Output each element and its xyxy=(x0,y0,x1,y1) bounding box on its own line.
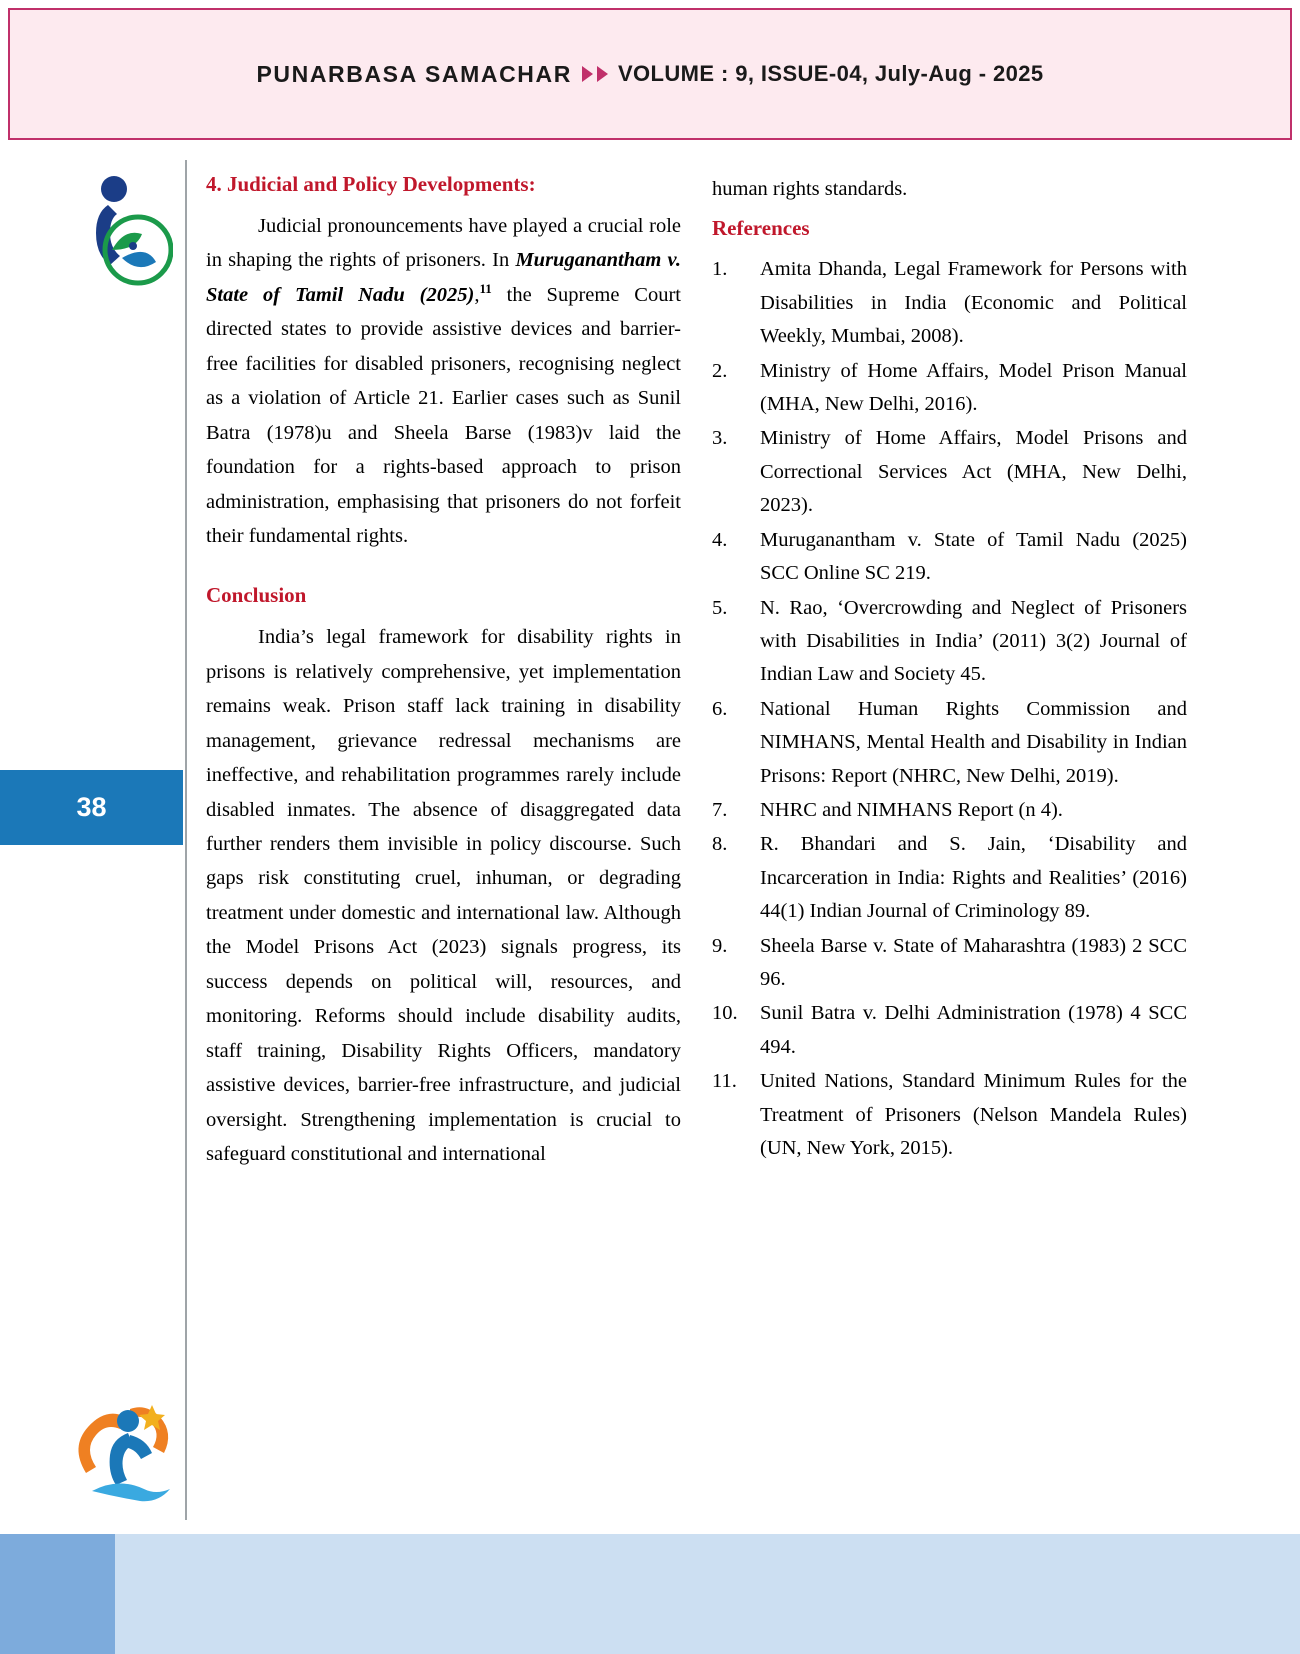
right-text-column xyxy=(712,172,1187,1166)
reference-text: United Nations, Standard Minimum Rules for the Treatment of Prisoners (Nelson Mandela Rules) (UN, New York, 2015). xyxy=(760,1070,1187,1159)
reference-number: 7. xyxy=(712,798,728,821)
triangle-right-icon xyxy=(582,66,593,82)
list-item xyxy=(712,524,1187,591)
list-item xyxy=(712,997,1187,1064)
footnote-marker-11: 11 xyxy=(479,281,492,297)
reference-text: National Human Rights Commission and NIMHANS, Mental Health and Disability in Indian Prisons: Report (NHRC, New Delhi, 2019). xyxy=(760,697,1187,787)
punarbasa-organisation-logo xyxy=(68,1395,183,1515)
reference-text: Muruganantham v. State of Tamil Nadu (2025) SCC Online SC 219. xyxy=(760,528,1187,585)
carryover-line: human rights standards. xyxy=(712,178,908,200)
column-divider-rule xyxy=(185,160,187,1520)
header-arrow-icons xyxy=(582,66,608,82)
list-item xyxy=(712,693,1187,793)
case-citation-comma: , xyxy=(474,283,480,306)
reference-number: 11. xyxy=(712,1070,737,1093)
section-heading-conclusion: Conclusion xyxy=(206,583,307,608)
publication-title: PUNARBASA SAMACHAR xyxy=(256,60,572,87)
reference-number: 5. xyxy=(712,596,728,619)
list-item xyxy=(712,592,1187,692)
reference-text: Amita Dhanda, Legal Framework for Persons with Disabilities in India (Economic and Political Weekly, Mumbai, 2008). xyxy=(760,258,1187,348)
reference-number: 8. xyxy=(712,833,728,856)
list-item xyxy=(712,828,1187,928)
list-item xyxy=(712,355,1187,422)
reference-number: 4. xyxy=(712,528,728,551)
section-heading-judicial: 4. Judicial and Policy Developments: xyxy=(206,172,536,196)
paragraph-judicial xyxy=(206,209,681,553)
paragraph-judicial-part2: the Supreme Court directed states to provide assistive devices and barrier-free facilities for disabled prisoners, recognising neglect as a violation of Article 21. Earlier cases such as Sunil Batra (1978)u and Sheela Barse (1983)v laid the foundation for a rights-based approach to prison administration, emphasising that prisoners do not forfeit their fundamental rights. xyxy=(206,283,681,547)
reference-text: Ministry of Home Affairs, Model Prisons and Correctional Services Act (MHA, New Delhi, 2023). xyxy=(760,427,1187,517)
reference-number: 2. xyxy=(712,359,728,382)
page-number-badge: 38 xyxy=(0,770,183,845)
paragraph-conclusion: India’s legal framework for disability rights in prisons is relatively comprehensive, yet implementation remains weak. Prison staff lack training in disability management, grievance redressal mechanisms are ineffective, and rehabilitation programmes rarely include disabled inmates. The absence of disaggregated data further renders them invisible in policy discourse. Such gaps risk constituting cruel, inhuman, or degrading treatment under domestic and international law. Although the Model Prisons Act (2023) signals progress, its success depends on political will, resources, and monitoring. Reforms should include disability audits, staff training, Disability Rights Officers, mandatory assistive devices, barrier-free infrastructure, and judicial oversight. Strengthening implementation is crucial to safeguard constitutional and international xyxy=(206,626,681,1165)
reference-number: 9. xyxy=(712,934,728,957)
reference-text: Sheela Barse v. State of Maharashtra (1983) 2 SCC 96. xyxy=(760,934,1187,990)
list-item xyxy=(712,930,1187,997)
section-heading-references: References xyxy=(712,216,810,241)
case-citation-muruganantham: Muruganantham v. State of Tamil Nadu (2025) xyxy=(206,249,681,306)
reference-number: 3. xyxy=(712,427,728,450)
reference-number: 6. xyxy=(712,697,728,720)
reference-number: 10. xyxy=(712,1002,738,1025)
paragraph-judicial-part1: Judicial pronouncements have played a crucial role in shaping the rights of prisoners. In xyxy=(206,215,681,272)
left-text-column xyxy=(206,172,681,1177)
list-item xyxy=(712,422,1187,522)
footer-band xyxy=(0,1534,1300,1654)
list-item xyxy=(712,794,1187,827)
header-content xyxy=(256,61,1043,88)
page-header xyxy=(8,8,1292,140)
reference-list xyxy=(712,253,1187,1165)
reference-text: N. Rao, ‘Overcrowding and Neglect of Prisoners with Disabilities in India’ (2011) 3(2) Journal of Indian Law and Society 45. xyxy=(760,596,1187,686)
reference-text: Sunil Batra v. Delhi Administration (1978) 4 SCC 494. xyxy=(760,1002,1187,1058)
triangle-right-icon xyxy=(597,66,608,82)
reference-text: Ministry of Home Affairs, Model Prison Manual (MHA, New Delhi, 2016). xyxy=(760,359,1187,416)
list-item xyxy=(712,253,1187,353)
list-item xyxy=(712,1065,1187,1165)
issue-info: VOLUME : 9, ISSUE-04, July-Aug - 2025 xyxy=(617,61,1044,86)
reference-text: R. Bhandari and S. Jain, ‘Disability and Incarceration in India: Rights and Realities’ (2016) 44(1) Indian Journal of Criminology 89. xyxy=(760,833,1187,923)
disability-accessibility-logo xyxy=(78,172,173,297)
reference-number: 1. xyxy=(712,258,728,281)
footer-accent-block xyxy=(0,1534,115,1654)
reference-text: NHRC and NIMHANS Report (n 4). xyxy=(760,798,1063,821)
